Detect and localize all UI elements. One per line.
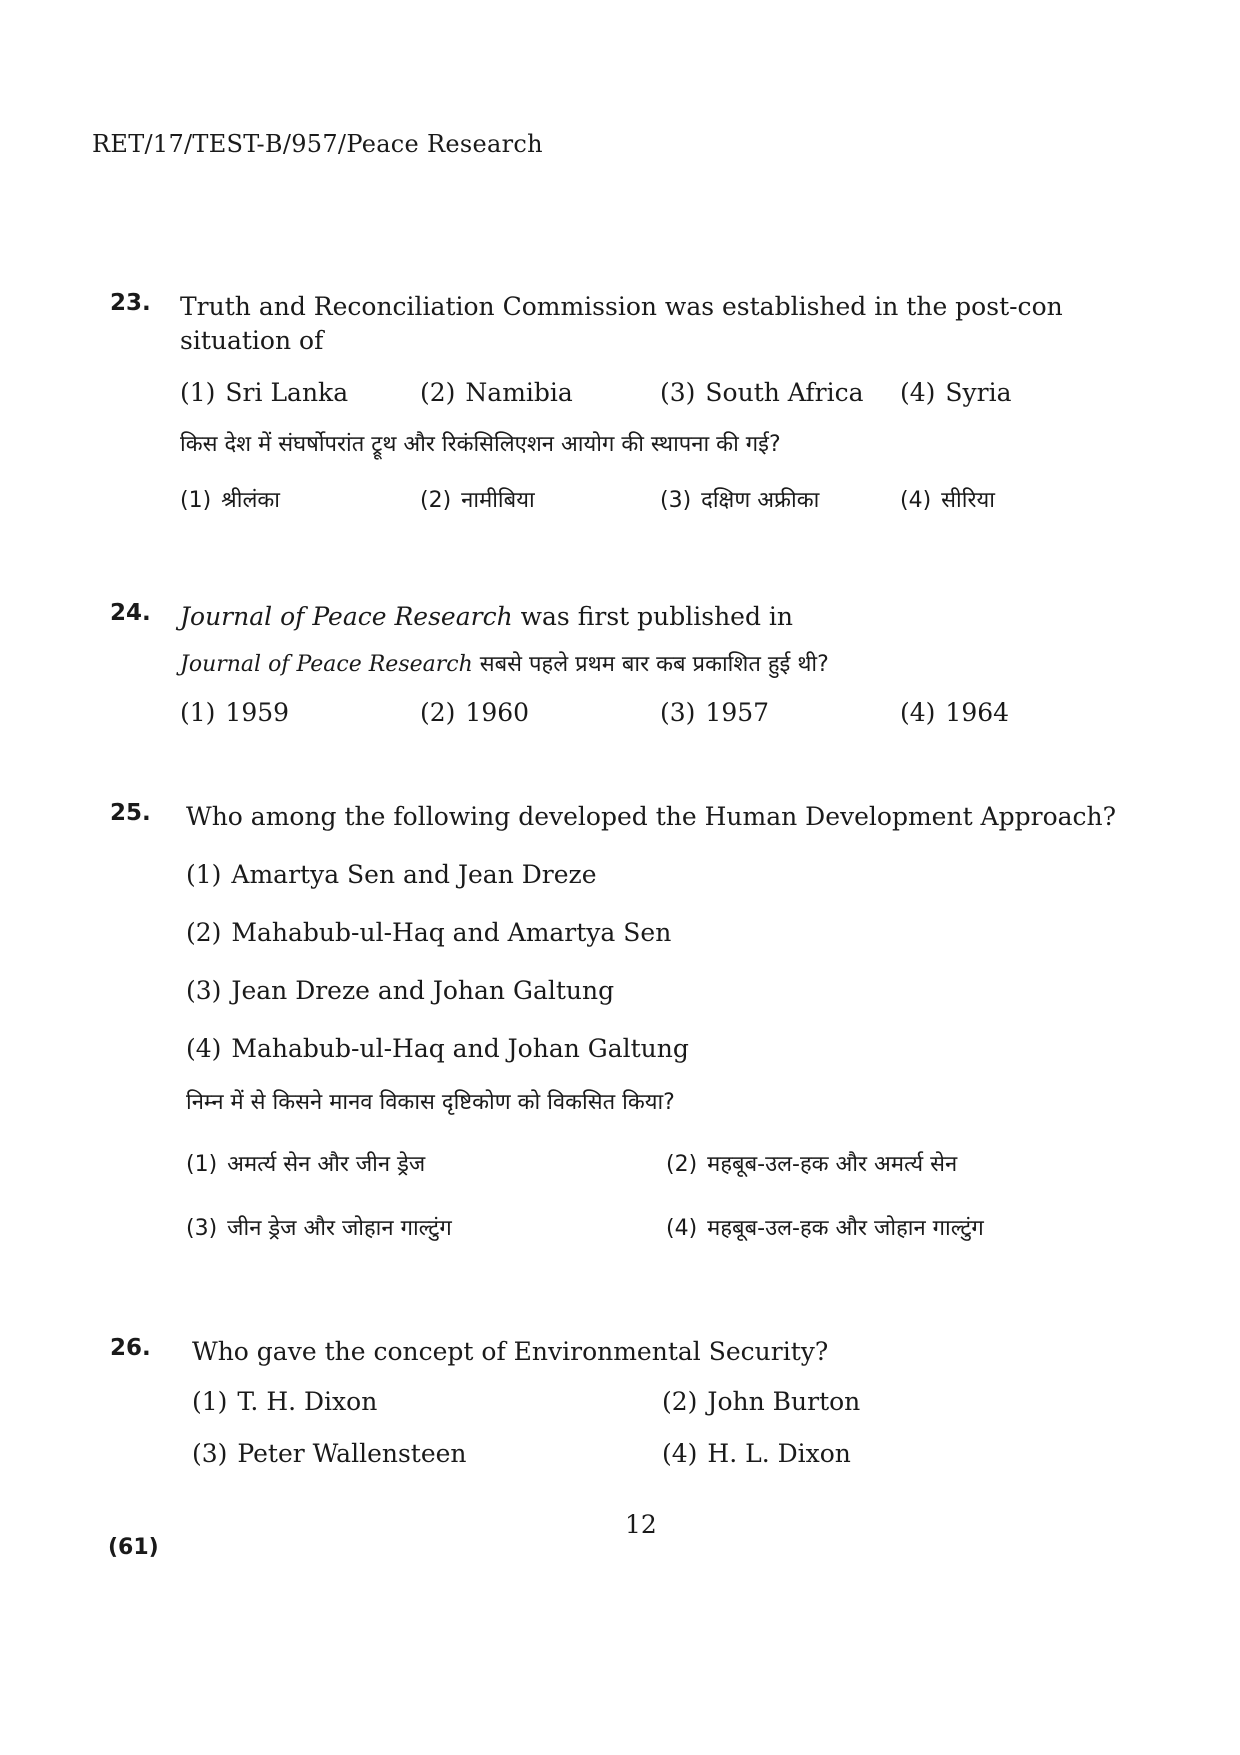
option-1-hi: (1) अमर्त्य सेन और जीन ड्रेज	[186, 1152, 426, 1177]
option-4: (4) 1964	[900, 698, 1010, 727]
question-26	[110, 1335, 1130, 1471]
question-number: 26.	[110, 1335, 151, 1361]
option-2-hi: (2) महबूब-उल-हक और अमर्त्य सेन	[666, 1152, 958, 1177]
option-4-hi: (4) महबूब-उल-हक और जोहान गाल्टुंग	[666, 1216, 984, 1241]
question-25	[110, 800, 1130, 1246]
question-number: 23.	[110, 290, 151, 316]
option-3-hi: (3) दक्षिण अफ्रीका	[660, 488, 820, 513]
question-number: 24.	[110, 600, 151, 626]
options-en	[186, 858, 1130, 1066]
option-3-hi: (3) जीन ड्रेज और जोहान गाल्टुंग	[186, 1216, 452, 1241]
question-text-hi: निम्न में से किसने मानव विकास दृष्टिकोण को विकसित किया?	[186, 1090, 675, 1115]
options-en	[192, 1385, 1130, 1471]
options-hi	[186, 1148, 1130, 1246]
option-2-hi: (2) नामीबिया	[420, 488, 535, 513]
option-1: (1) T. H. Dixon	[192, 1387, 378, 1416]
options	[180, 696, 1130, 730]
option-4: (4) Syria	[900, 378, 1012, 407]
page-number: 12	[625, 1510, 657, 1539]
option-1: (1) Sri Lanka	[180, 378, 349, 407]
document-header: RET/17/TEST-B/957/Peace Research	[92, 130, 543, 158]
option-4-hi: (4) सीरिया	[900, 488, 995, 513]
question-text-en: Truth and Reconciliation Commission was established in the post-con situation of	[180, 292, 1063, 355]
option-2: (2) Namibia	[420, 378, 573, 407]
option-4: (4) H. L. Dixon	[662, 1439, 851, 1468]
option-3: (3) Jean Dreze and Johan Galtung	[186, 976, 615, 1005]
question-text-en: Journal of Peace Research was first published in	[180, 602, 794, 631]
options-en	[180, 376, 1130, 410]
question-text-en: Who gave the concept of Environmental Security?	[192, 1337, 829, 1366]
option-3: (3) Peter Wallensteen	[192, 1439, 467, 1468]
option-2: (2) Mahabub-ul-Haq and Amartya Sen	[186, 918, 672, 947]
option-3: (3) South Africa	[660, 378, 864, 407]
question-text-hi: Journal of Peace Research सबसे पहले प्रथम बार कब प्रकाशित हुई थी?	[180, 652, 829, 677]
options-hi	[180, 484, 1130, 518]
option-1: (1) 1959	[180, 698, 290, 727]
option-2: (2) 1960	[420, 698, 530, 727]
option-4: (4) Mahabub-ul-Haq and Johan Galtung	[186, 1034, 689, 1063]
option-1-hi: (1) श्रीलंका	[180, 488, 280, 513]
booklet-code: (61)	[108, 1535, 159, 1560]
question-number: 25.	[110, 800, 151, 826]
question-23	[110, 290, 1130, 518]
option-1: (1) Amartya Sen and Jean Dreze	[186, 860, 597, 889]
option-2: (2) John Burton	[662, 1387, 861, 1416]
option-3: (3) 1957	[660, 698, 770, 727]
question-text-en: Who among the following developed the Human Development Approach?	[186, 802, 1117, 831]
question-text-hi: किस देश में संघर्षोपरांत ट्रूथ और रिकंसिलिएशन आयोग की स्थापना की गई?	[180, 432, 781, 457]
question-24	[110, 600, 1130, 730]
